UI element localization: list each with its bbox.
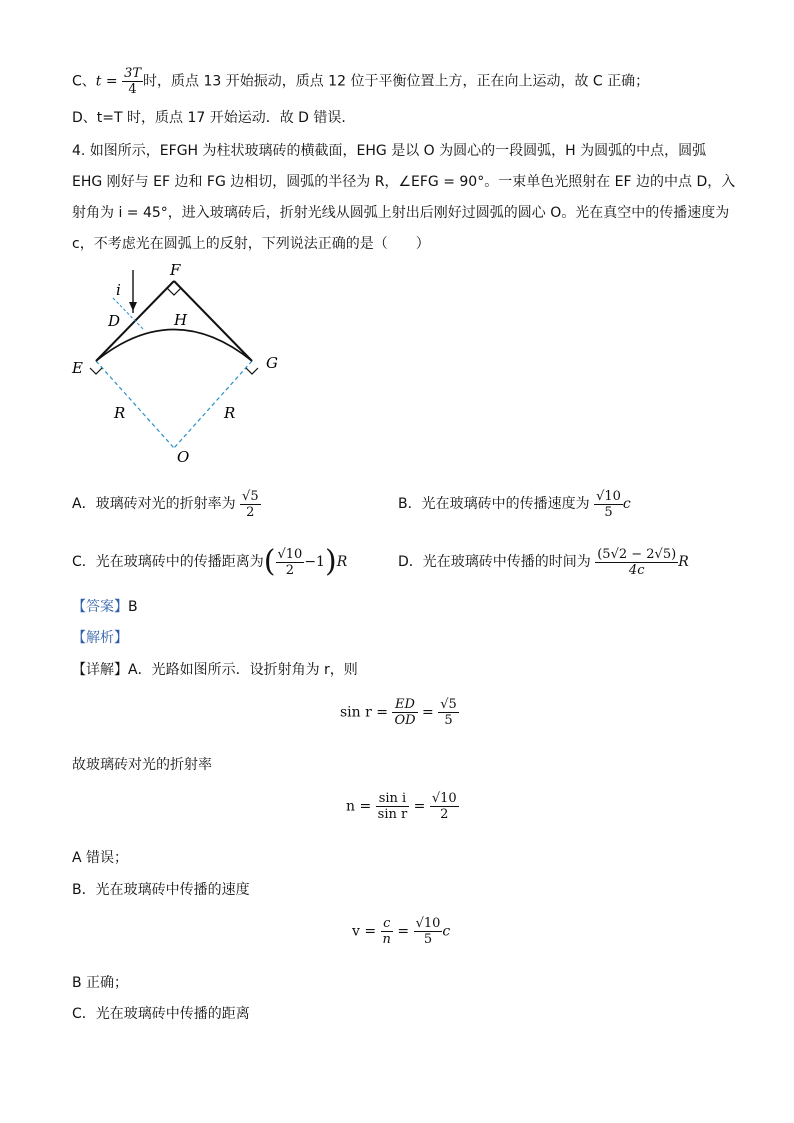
question-4-line-4: c，不考虑光在圆弧上的反射，下列说法正确的是（ ） <box>72 236 430 252</box>
eq2-f2-num: √10 <box>431 791 457 806</box>
option-c-suffix: R <box>336 554 348 570</box>
equation-v <box>352 916 450 947</box>
detail-b-correct: B 正确； <box>72 975 129 991</box>
option-b-text: B．光在玻璃砖中的传播速度为 <box>398 496 590 512</box>
option-c: C．光在玻璃砖中的传播距离为( $\frac{√10}{2}$ −1)R <box>72 544 348 579</box>
label-e: E <box>72 359 83 377</box>
eq3-f1-num: c <box>381 916 393 932</box>
glass-brick-figure <box>66 258 296 468</box>
c-prefix: C、 <box>72 73 96 90</box>
answer-line <box>72 597 138 617</box>
detail-c-intro: C．光在玻璃砖中传播的距离 <box>72 1006 250 1022</box>
option-d-fraction <box>595 547 678 578</box>
option-d-den: 4c <box>628 562 645 578</box>
eq2-f1-den: sin r <box>377 807 408 822</box>
analysis-line <box>72 628 128 648</box>
option-a-num: √5 <box>242 488 259 504</box>
right-angle-e <box>90 368 102 374</box>
label-r-right: R <box>224 404 236 422</box>
right-angle-g <box>246 368 258 374</box>
equation-n <box>346 791 459 822</box>
option-c-fraction <box>276 547 305 578</box>
detail-b-intro: B．光在玻璃砖中传播的速度 <box>72 882 250 898</box>
eq2-f1-num: sin i <box>376 791 410 807</box>
eq3-fraction-1 <box>381 916 393 947</box>
radius-eo-dashed <box>96 361 174 448</box>
eq3-f1-den: n <box>382 932 391 947</box>
label-i: i <box>116 281 121 299</box>
equation-sin-r <box>340 697 459 728</box>
arc-ehg <box>96 330 252 362</box>
eq1-fraction-1 <box>392 697 417 728</box>
right-angle-f <box>167 288 181 295</box>
option-d-text: D．光在玻璃砖中传播的时间为 <box>398 554 591 570</box>
radius-go-dashed <box>174 361 252 448</box>
eq1-f1-den: OD <box>394 713 416 728</box>
label-o: O <box>177 448 190 466</box>
label-f: F <box>170 261 181 279</box>
option-b-den: 5 <box>604 504 613 520</box>
option-c-minus: −1 <box>304 554 325 570</box>
option-a-fraction <box>240 489 261 520</box>
eq1-f2-num: √5 <box>440 697 457 712</box>
eq1-f1-num: ED <box>392 697 417 713</box>
option-a <box>72 486 261 522</box>
option-c-den: 2 <box>285 562 295 578</box>
c-rest: 时，质点 13 开始振动，质点 12 位于平衡位置上方，正在向上运动，故 C 正确； <box>143 73 650 90</box>
option-a-text: A．玻璃砖对光的折射率为 <box>72 496 236 512</box>
option-d-previous: D、t=T 时，质点 17 开始运动．故 D 错误． <box>72 110 356 126</box>
option-b-suffix: c <box>622 496 631 512</box>
label-g: G <box>266 354 278 372</box>
label-h: H <box>174 311 188 329</box>
incident-ray-arrow <box>129 302 137 311</box>
c-var-t: t <box>95 73 102 90</box>
detail-a-wrong: A 错误； <box>72 850 129 866</box>
label-r-left: R <box>114 404 126 422</box>
eq2-f2-den: 2 <box>440 807 449 822</box>
eq3-suffix: c <box>442 923 451 940</box>
option-a-den: 2 <box>246 504 255 520</box>
c-frac-num: 3T <box>124 66 142 81</box>
eq2-fraction-2 <box>430 791 459 822</box>
c-eq: = <box>101 73 123 90</box>
detail-intro: 【详解】A．光路如图所示．设折射角为 r，则 <box>72 662 358 678</box>
answer-label: 【答案】 <box>72 599 128 615</box>
eq2-lhs: n = <box>346 798 372 815</box>
eq3-lhs: v = <box>352 923 377 940</box>
option-b-num: √10 <box>596 488 621 504</box>
option-b <box>398 486 631 522</box>
option-c-num: √10 <box>277 546 303 562</box>
eq3-f2-den: 5 <box>423 932 433 947</box>
eq2-eq: = <box>413 798 426 815</box>
label-d: D <box>108 312 121 330</box>
eq1-f2-den: 5 <box>444 713 453 728</box>
c-fraction <box>122 66 143 97</box>
answer-value: B <box>128 599 138 615</box>
option-d-num: (5√2 − 2√5) <box>597 546 677 562</box>
eq3-f2-num: √10 <box>415 916 441 931</box>
question-4-line-3: 射角为 i = 45°，进入玻璃砖后，折射光线从圆弧上射出后刚好过圆弧的圆心 O。光在真空中的传播速度为 <box>72 205 730 221</box>
eq2-fraction-1 <box>376 791 410 822</box>
question-4-line-2: EHG 刚好与 EF 边和 FG 边相切，圆弧的半径为 R，∠EFG = 90°。一束单色光照射在 EF 边的中点 D，入 <box>72 174 736 190</box>
analysis-label: 【解析】 <box>72 630 128 646</box>
option-c-text: C．光在玻璃砖中的传播距离为 <box>72 554 264 570</box>
option-c-previous <box>72 66 649 97</box>
eq1-fraction-2 <box>438 697 459 728</box>
eq1-lhs: sin r = <box>340 704 389 721</box>
eq1-eq: = <box>422 704 434 721</box>
c-frac-den: 4 <box>128 82 137 97</box>
option-d-suffix: R <box>678 554 689 570</box>
question-4-line-1: 4. 如图所示，EFGH 为柱状玻璃砖的横截面，EHG 是以 O 为圆心的一段圆弧，H 为圆弧的中点，圆弧 <box>72 143 707 159</box>
option-b-fraction <box>594 489 623 520</box>
detail-n-line: 故玻璃砖对光的折射率 <box>72 757 212 773</box>
eq3-fraction-2 <box>414 916 443 947</box>
eq3-eq: = <box>397 923 410 940</box>
option-d <box>398 542 689 582</box>
